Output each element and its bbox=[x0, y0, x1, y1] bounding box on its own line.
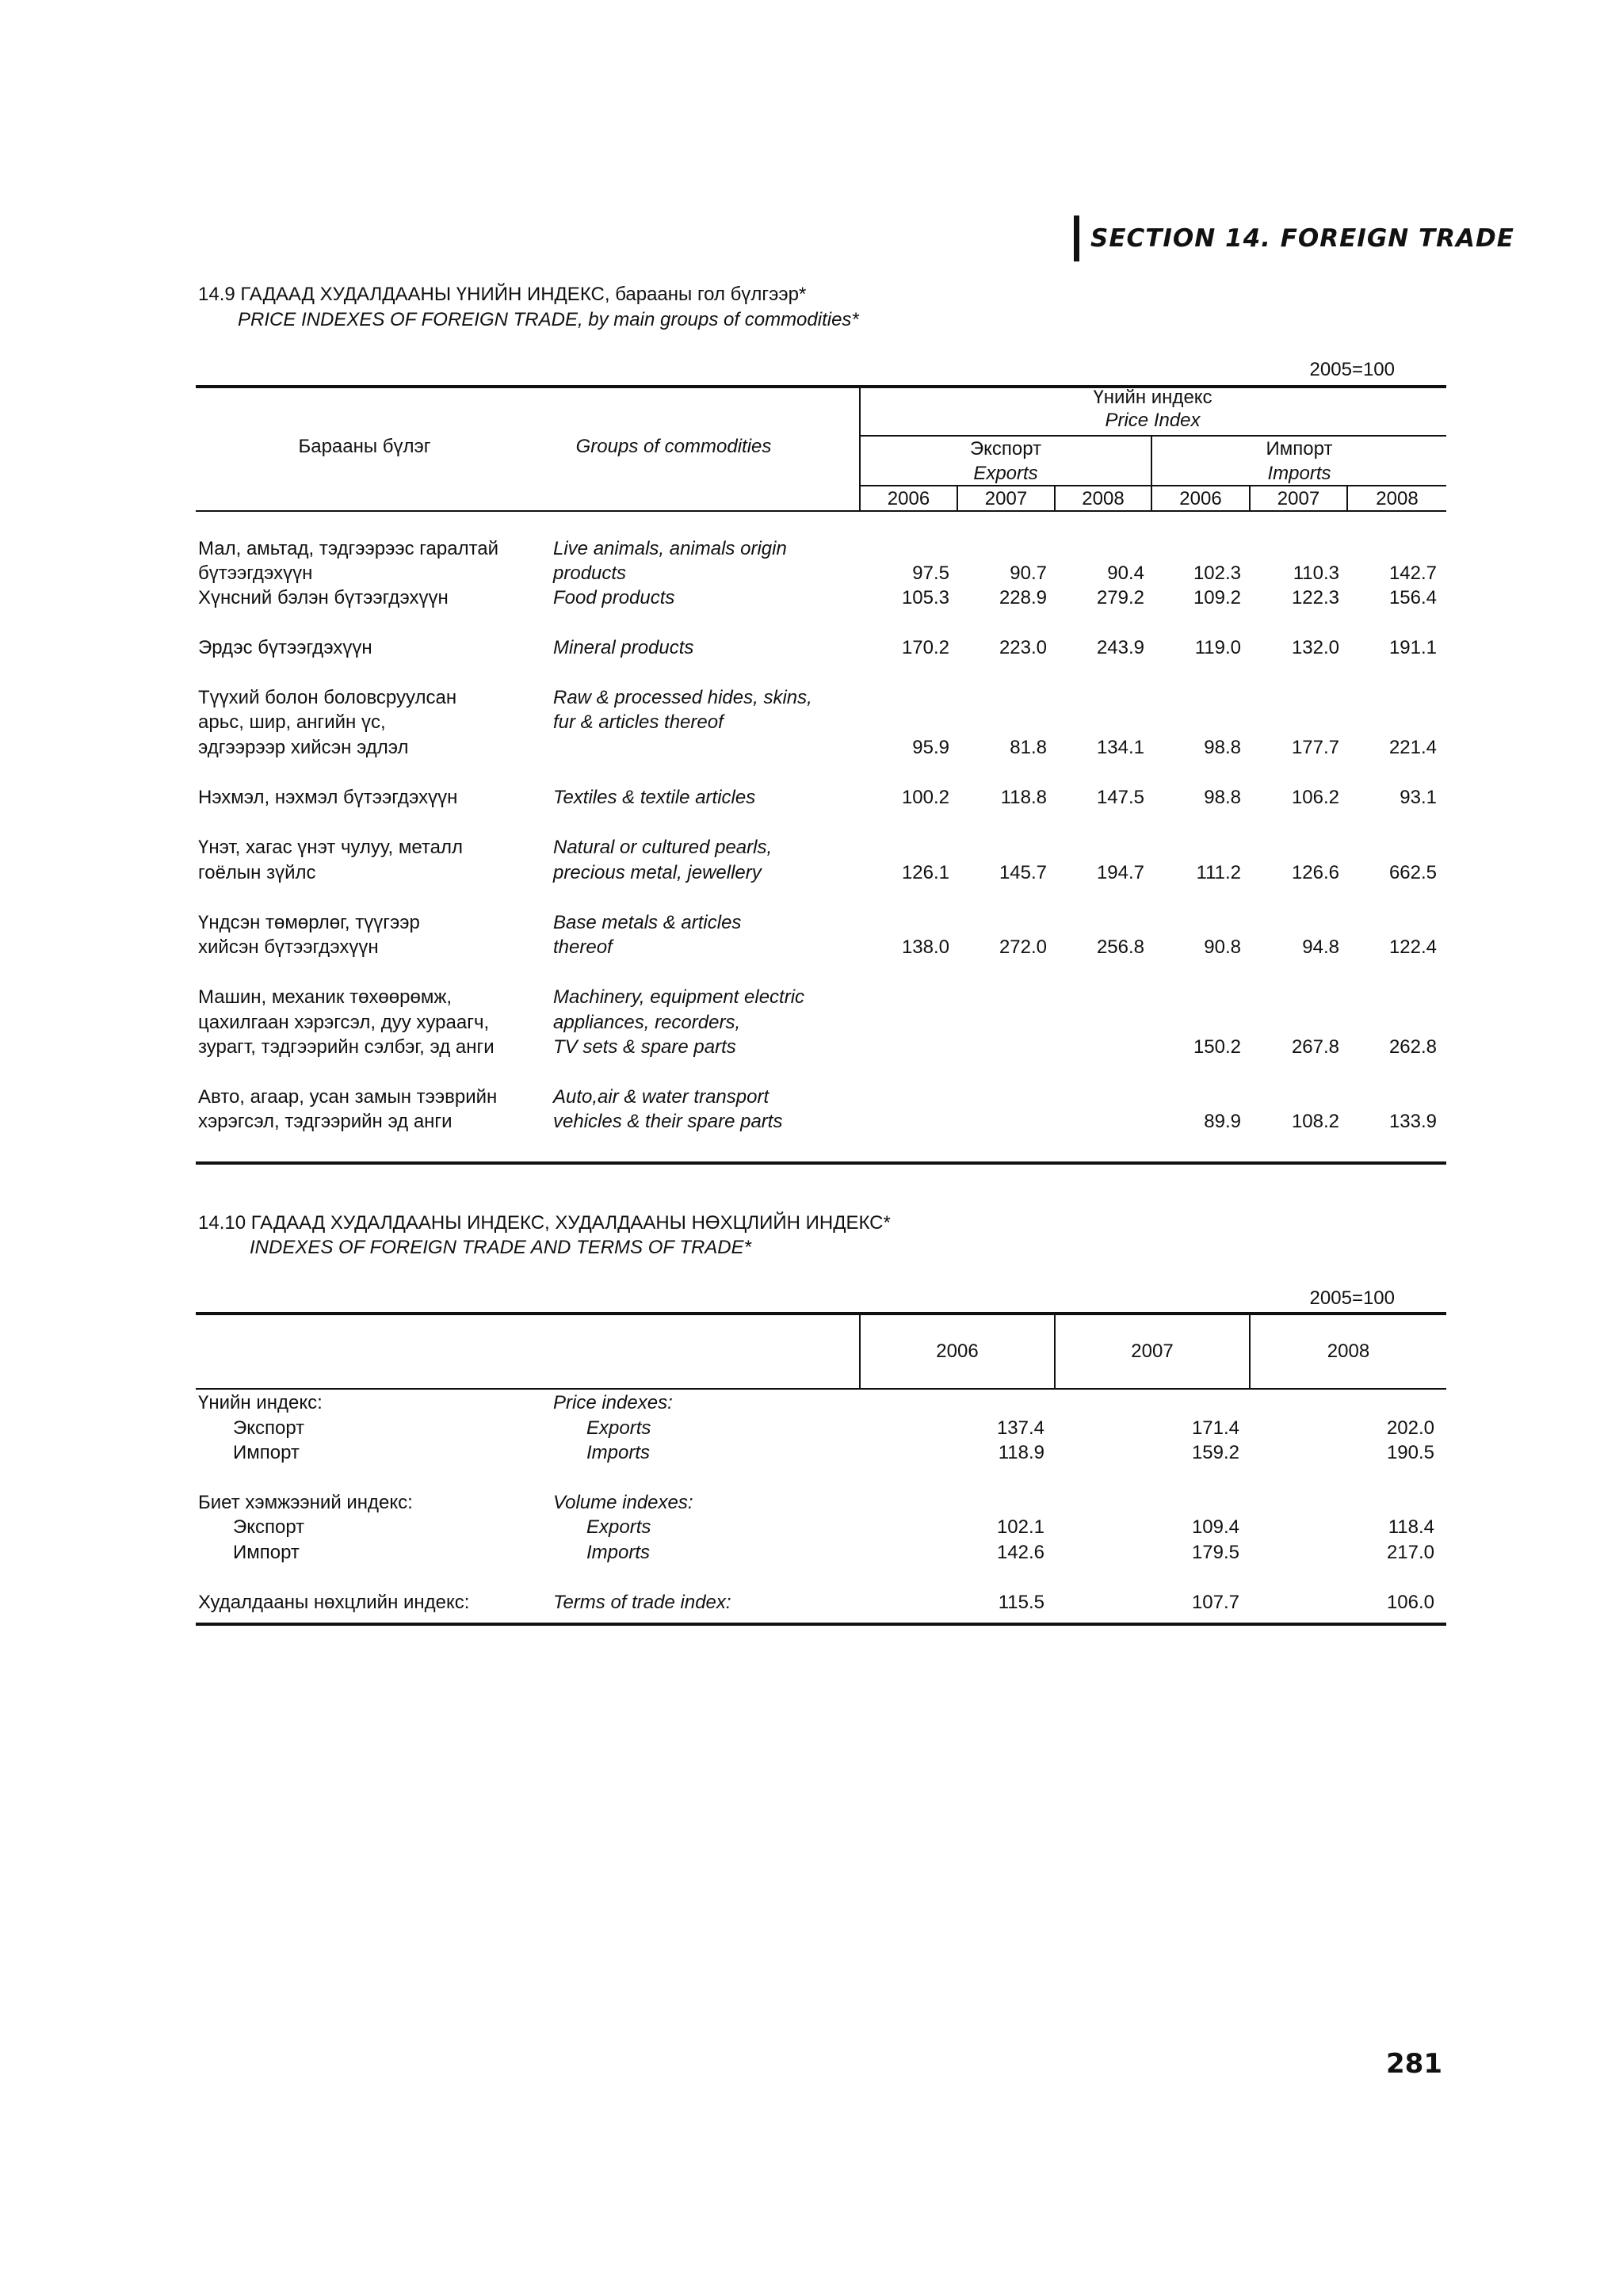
cell-value: 95.9 bbox=[912, 737, 949, 758]
row-label-en: Raw & processed hides, skins, bbox=[553, 687, 812, 708]
row-label-en: fur & articles thereof bbox=[553, 711, 724, 733]
row-label-en: Auto,air & water transport bbox=[553, 1086, 769, 1108]
cell-value: 89.9 bbox=[1204, 1111, 1241, 1132]
cell-value: 256.8 bbox=[1096, 936, 1144, 958]
row-label-en: precious metal, jewellery bbox=[553, 862, 762, 883]
cell-value: 93.1 bbox=[1400, 787, 1437, 808]
table1-header-export-en: Exports bbox=[973, 463, 1038, 484]
table2-bottom-rule bbox=[196, 1623, 1446, 1626]
row-label-mn: Машин, механик төхөөрөмж, bbox=[198, 986, 453, 1008]
row-label-en: products bbox=[553, 563, 627, 584]
cell-value: 90.7 bbox=[1010, 563, 1047, 584]
table1-title-en: PRICE INDEXES OF FOREIGN TRADE, by main groups of commodities* bbox=[238, 309, 859, 330]
cell-value: 134.1 bbox=[1096, 737, 1144, 758]
cell-value: 111.2 bbox=[1196, 862, 1241, 883]
cell-value: 118.4 bbox=[1388, 1516, 1434, 1538]
row-label-mn: Худалдааны нөхцлийн индекс: bbox=[198, 1592, 470, 1613]
cell-value: 142.6 bbox=[996, 1542, 1044, 1563]
cell-value: 90.8 bbox=[1204, 936, 1241, 958]
cell-value: 118.8 bbox=[1000, 787, 1047, 808]
row-label-en: Base metals & articles bbox=[553, 912, 742, 933]
row-label-en: TV sets & spare parts bbox=[553, 1036, 736, 1058]
row-label-en: Food products bbox=[553, 587, 675, 608]
cell-value: 138.0 bbox=[901, 936, 949, 958]
cell-value: 109.4 bbox=[1191, 1516, 1239, 1538]
row-label-en: vehicles & their spare parts bbox=[553, 1111, 783, 1132]
table1-header-price-index-en: Price Index bbox=[1105, 410, 1201, 431]
table1-base-note: 2005=100 bbox=[1309, 359, 1395, 380]
cell-value: 147.5 bbox=[1096, 787, 1144, 808]
cell-value: 107.7 bbox=[1191, 1592, 1239, 1613]
cell-value: 279.2 bbox=[1096, 587, 1144, 608]
row-label-en: Mineral products bbox=[553, 637, 694, 658]
row-label-mn: Түүхий болон боловсруулсан bbox=[198, 687, 457, 708]
row-label-mn: хэрэгсэл, тэдгээрийн эд анги bbox=[198, 1111, 453, 1132]
table1-title-mn: 14.9 ГАДААД ХУДАЛДААНЫ ҮНИЙН ИНДЕКС, барааны гол бүлгээр* bbox=[198, 284, 807, 305]
cell-value: 262.8 bbox=[1388, 1036, 1437, 1058]
row-label-mn: Экспорт bbox=[233, 1417, 305, 1439]
cell-value: 145.7 bbox=[999, 862, 1047, 883]
cell-value: 272.0 bbox=[999, 936, 1047, 958]
table1-header-price-index-mn: Үнийн индекс bbox=[1093, 387, 1212, 408]
table1-header-import-en: Imports bbox=[1267, 463, 1331, 484]
cell-value: 662.5 bbox=[1388, 862, 1437, 883]
row-label-mn: хийсэн бүтээгдэхүүн bbox=[198, 936, 379, 958]
table2-base-note: 2005=100 bbox=[1309, 1287, 1395, 1309]
row-label-mn: Үндсэн төмөрлөг, түүгээр bbox=[198, 912, 420, 933]
table2-year-header: 2008 bbox=[1327, 1341, 1370, 1362]
cell-value: 170.2 bbox=[901, 637, 949, 658]
table1-year-header: 2008 bbox=[1082, 488, 1125, 509]
row-label-mn: Импорт bbox=[233, 1442, 300, 1463]
table1-year-header: 2008 bbox=[1376, 488, 1419, 509]
cell-value: 106.2 bbox=[1291, 787, 1339, 808]
row-label-mn: Үнийн индекс: bbox=[198, 1392, 323, 1413]
row-label-en: Imports bbox=[586, 1442, 651, 1463]
row-label-en: Imports bbox=[586, 1542, 651, 1563]
cell-value: 81.8 bbox=[1010, 737, 1047, 758]
row-label-mn: Авто, агаар, усан замын тээврийн bbox=[198, 1086, 498, 1108]
row-label-mn: эдгээрээр хийсэн эдлэл bbox=[198, 737, 409, 758]
cell-value: 171.4 bbox=[1191, 1417, 1239, 1439]
cell-value: 223.0 bbox=[999, 637, 1047, 658]
section-header: SECTION 14. FOREIGN TRADE bbox=[1074, 215, 1446, 261]
row-label-en: Exports bbox=[586, 1516, 651, 1538]
page-number: 281 bbox=[1386, 2048, 1442, 2080]
cell-value: 98.8 bbox=[1204, 787, 1241, 808]
table1-year-header: 2006 bbox=[1179, 488, 1222, 509]
cell-value: 194.7 bbox=[1096, 862, 1144, 883]
row-label-en: thereof bbox=[553, 936, 613, 958]
cell-value: 106.0 bbox=[1386, 1592, 1434, 1613]
table1-header-export-mn: Экспорт bbox=[969, 438, 1042, 460]
cell-value: 221.4 bbox=[1388, 737, 1437, 758]
cell-value: 90.4 bbox=[1107, 563, 1144, 584]
cell-value: 105.3 bbox=[901, 587, 949, 608]
cell-value: 267.8 bbox=[1291, 1036, 1339, 1058]
cell-value: 122.4 bbox=[1388, 936, 1437, 958]
row-label-mn: арьс, шир, ангийн үс, bbox=[198, 711, 386, 733]
table2-title-mn: 14.10 ГАДААД ХУДАЛДААНЫ ИНДЕКС, ХУДАЛДААНЫ НӨХЦЛИЙН ИНДЕКС* bbox=[198, 1212, 891, 1234]
row-label-en: Textiles & textile articles bbox=[553, 787, 756, 808]
row-label-mn: Импорт bbox=[233, 1542, 300, 1563]
cell-value: 142.7 bbox=[1388, 563, 1437, 584]
cell-value: 137.4 bbox=[996, 1417, 1044, 1439]
cell-value: 102.3 bbox=[1193, 563, 1241, 584]
cell-value: 150.2 bbox=[1193, 1036, 1241, 1058]
row-label-en: Machinery, equipment electric bbox=[553, 986, 805, 1008]
cell-value: 202.0 bbox=[1386, 1417, 1434, 1439]
cell-value: 119.0 bbox=[1194, 637, 1241, 658]
table2-year-header: 2006 bbox=[936, 1341, 979, 1362]
table2-year-header: 2007 bbox=[1131, 1341, 1174, 1362]
row-label-mn: бүтээгдэхүүн bbox=[198, 563, 313, 584]
table1-header-commodity-en: Groups of commodities bbox=[575, 436, 772, 457]
table2-top-rule bbox=[196, 1312, 1446, 1315]
cell-value: 156.4 bbox=[1388, 587, 1437, 608]
cell-value: 132.0 bbox=[1291, 637, 1339, 658]
table1-year-header: 2007 bbox=[1277, 488, 1320, 509]
cell-value: 94.8 bbox=[1302, 936, 1339, 958]
table1-year-header: 2007 bbox=[984, 488, 1028, 509]
cell-value: 108.2 bbox=[1291, 1111, 1339, 1132]
cell-value: 115.5 bbox=[998, 1592, 1044, 1613]
row-label-en: Terms of trade index: bbox=[553, 1592, 731, 1613]
cell-value: 190.5 bbox=[1386, 1442, 1434, 1463]
row-label-en: Volume indexes: bbox=[553, 1492, 693, 1513]
cell-value: 159.2 bbox=[1191, 1442, 1239, 1463]
cell-value: 126.6 bbox=[1291, 862, 1339, 883]
cell-value: 133.9 bbox=[1388, 1111, 1437, 1132]
row-label-mn: Эрдэс бүтээгдэхүүн bbox=[198, 637, 372, 658]
table1-bottom-rule bbox=[196, 1161, 1446, 1165]
row-label-en: Exports bbox=[586, 1417, 651, 1439]
cell-value: 243.9 bbox=[1096, 637, 1144, 658]
row-label-mn: Хүнсний бэлэн бүтээгдэхүүн bbox=[198, 587, 449, 608]
cell-value: 126.1 bbox=[901, 862, 949, 883]
row-label-mn: зурагт, тэдгээрийн сэлбэг, эд анги bbox=[198, 1036, 495, 1058]
table1-header-import-mn: Импорт bbox=[1266, 438, 1333, 460]
row-label-en: Natural or cultured pearls, bbox=[553, 837, 773, 858]
cell-value: 100.2 bbox=[901, 787, 949, 808]
table1-header-commodity-mn: Барааны бүлэг bbox=[298, 436, 431, 457]
cell-value: 177.7 bbox=[1291, 737, 1339, 758]
row-label-mn: Үнэт, хагас үнэт чулуу, металл bbox=[198, 837, 463, 858]
row-label-mn: цахилгаан хэрэгсэл, дуу хураагч, bbox=[198, 1012, 490, 1033]
cell-value: 228.9 bbox=[999, 587, 1047, 608]
cell-value: 217.0 bbox=[1386, 1542, 1434, 1563]
row-label-mn: Экспорт bbox=[233, 1516, 305, 1538]
cell-value: 179.5 bbox=[1191, 1542, 1239, 1563]
row-label-mn: Мал, амьтад, тэдгээрээс гаралтай bbox=[198, 538, 499, 559]
row-label-en: Live animals, animals origin bbox=[553, 538, 787, 559]
cell-value: 98.8 bbox=[1204, 737, 1241, 758]
row-label-en: appliances, recorders, bbox=[553, 1012, 741, 1033]
row-label-mn: Биет хэмжээний индекс: bbox=[198, 1492, 413, 1513]
cell-value: 102.1 bbox=[996, 1516, 1044, 1538]
cell-value: 118.9 bbox=[998, 1442, 1044, 1463]
cell-value: 110.3 bbox=[1293, 563, 1339, 584]
cell-value: 122.3 bbox=[1291, 587, 1339, 608]
row-label-mn: Нэхмэл, нэхмэл бүтээгдэхүүн bbox=[198, 787, 458, 808]
cell-value: 191.1 bbox=[1388, 637, 1437, 658]
table1-year-header: 2006 bbox=[887, 488, 930, 509]
cell-value: 97.5 bbox=[912, 563, 949, 584]
table2-header-bottom-rule bbox=[196, 1388, 1446, 1390]
row-label-mn: гоёлын зүйлс bbox=[198, 862, 316, 883]
row-label-en: Price indexes: bbox=[553, 1392, 673, 1413]
cell-value: 109.2 bbox=[1193, 587, 1241, 608]
table2-title-en: INDEXES OF FOREIGN TRADE AND TERMS OF TRADE* bbox=[250, 1237, 751, 1258]
